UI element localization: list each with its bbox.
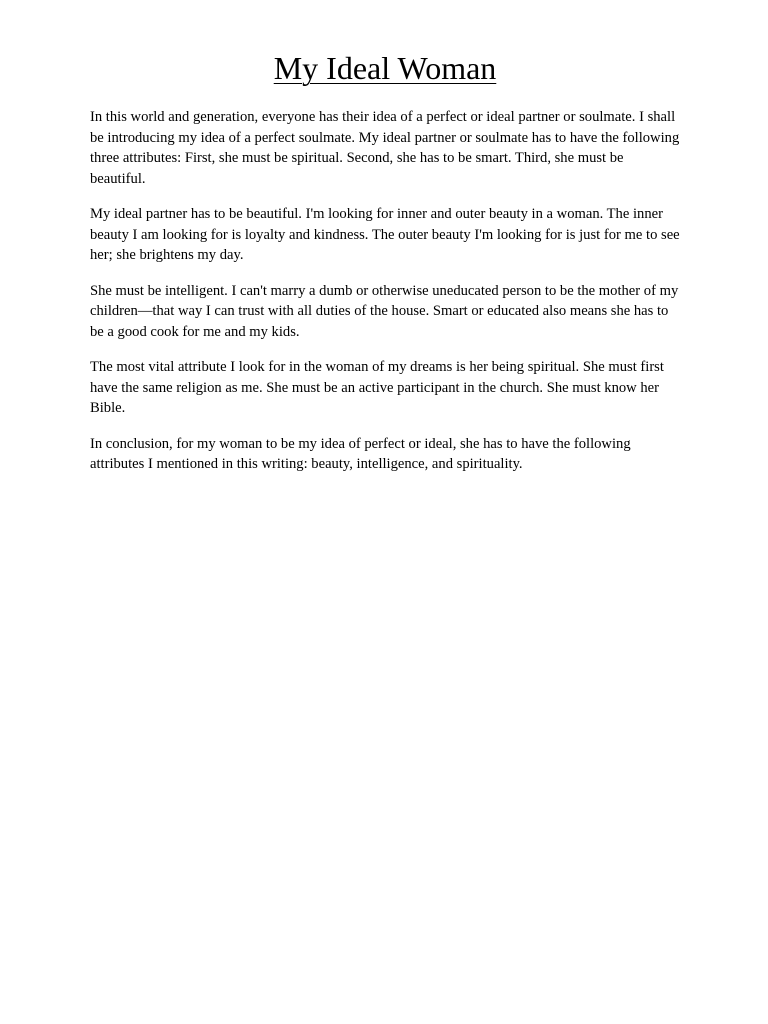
paragraph-introduction: In this world and generation, everyone has their idea of a perfect or ideal partner or soulmate. I shall be introducing my idea of a perfect soulmate. My ideal partner or soulmate has to have the following three attributes: First, she must be spiritual. Second, she has to be smart. Third, she must be beautiful. xyxy=(90,109,680,187)
paragraph-beauty: My ideal partner has to be beautiful. I'm looking for inner and outer beauty in a woman. The inner beauty I am looking for is loyalty and kindness. The outer beauty I'm looking for is just for me to see her; she brightens my day. xyxy=(90,206,680,263)
paragraph-conclusion: In conclusion, for my woman to be my idea of perfect or ideal, she has to have the following attributes I mentioned in this writing: beauty, intelligence, and spirituality. xyxy=(90,435,631,472)
document-title: My Ideal Woman xyxy=(273,50,497,86)
paragraph-spirituality: The most vital attribute I look for in the woman of my dreams is her being spiritual. She must first have the same religion as me. She must be an active participant in the church. She must know her Bible. xyxy=(90,359,664,416)
paragraph-intelligence: She must be intelligent. I can't marry a dumb or otherwise uneducated person to be the mother of my children—that way I can trust with all duties of the house. Smart or educated also means she has to be a good cook for me and my kids. xyxy=(90,282,679,340)
